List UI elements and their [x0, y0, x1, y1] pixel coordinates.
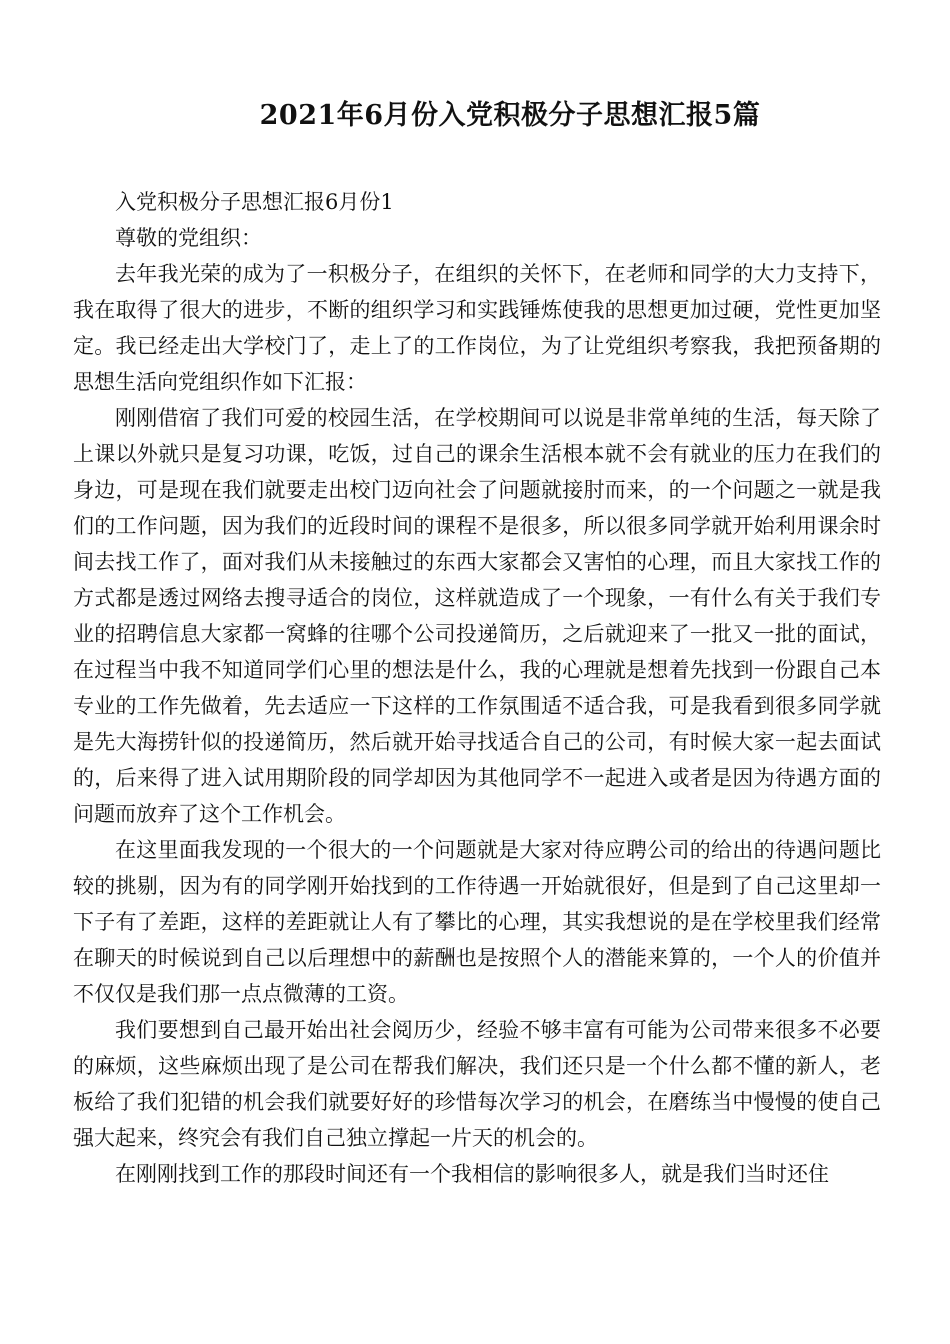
document-body	[73, 184, 881, 1192]
document-title: 2021年6月份入党积极分子思想汇报5篇	[259, 100, 761, 131]
paragraph: 在刚刚找到工作的那段时间还有一个我相信的影响很多人，就是我们当时还住	[115, 1162, 829, 1186]
section-heading: 入党积极分子思想汇报6月份1	[115, 190, 394, 214]
paragraph: 刚刚借宿了我们可爱的校园生活，在学校期间可以说是非常单纯的生活，每天除了上课以外就只是复习功课，吃饭，过自己的课余生活根本就不会有就业的压力在我们的身边，可是现在我们就要走出校门迈向社会了问题就接肘而来，的一个问题之一就是我们的工作问题，因为我们的近段时间的课程不是很多，所以很多同学就开始利用课余时间去找工作了，面对我们从未接触过的东西大家都会又害怕的心理，而且大家找工作的方式都是透过网络去搜寻适合的岗位，这样就造成了一个现象，一有什么有关于我们专业的招聘信息大家都一窝蜂的往哪个公司投递简历，之后就迎来了一批又一批的面试，在过程当中我不知道同学们心里的想法是什么，我的心理就是想着先找到一份跟自己本专业的工作先做着，先去适应一下这样的工作氛围适不适合我，可是我看到很多同学就是先大海捞针似的投递简历，然后就开始寻找适合自己的公司，有时候大家一起去面试的，后来得了进入试用期阶段的同学却因为其他同学不一起进入或者是因为待遇方面的问题而放弃了这个工作机会。	[73, 406, 881, 826]
paragraph: 去年我光荣的成为了一积极分子，在组织的关怀下，在老师和同学的大力支持下，我在取得了很大的进步，不断的组织学习和实践锤炼使我的思想更加过硬，党性更加坚定。我已经走出大学校门了，走上了的工作岗位，为了让党组织考察我，我把预备期的思想生活向党组织作如下汇报：	[73, 262, 881, 394]
paragraph: 我们要想到自己最开始出社会阅历少，经验不够丰富有可能为公司带来很多不必要的麻烦，这些麻烦出现了是公司在帮我们解决，我们还只是一个什么都不懂的新人，老板给了我们犯错的机会我们就要好好的珍惜每次学习的机会，在磨练当中慢慢的使自己强大起来，终究会有我们自己独立撑起一片天的机会的。	[73, 1018, 881, 1150]
salutation: 尊敬的党组织：	[115, 226, 262, 250]
paragraph: 在这里面我发现的一个很大的一个问题就是大家对待应聘公司的给出的待遇问题比较的挑剔，因为有的同学刚开始找到的工作待遇一开始就很好，但是到了自己这里却一下子有了差距，这样的差距就让人有了攀比的心理，其实我想说的是在学校里我们经常在聊天的时候说到自己以后理想中的薪酬也是按照个人的潜能来算的，一个人的价值并不仅仅是我们那一点点微薄的工资。	[73, 838, 881, 1006]
